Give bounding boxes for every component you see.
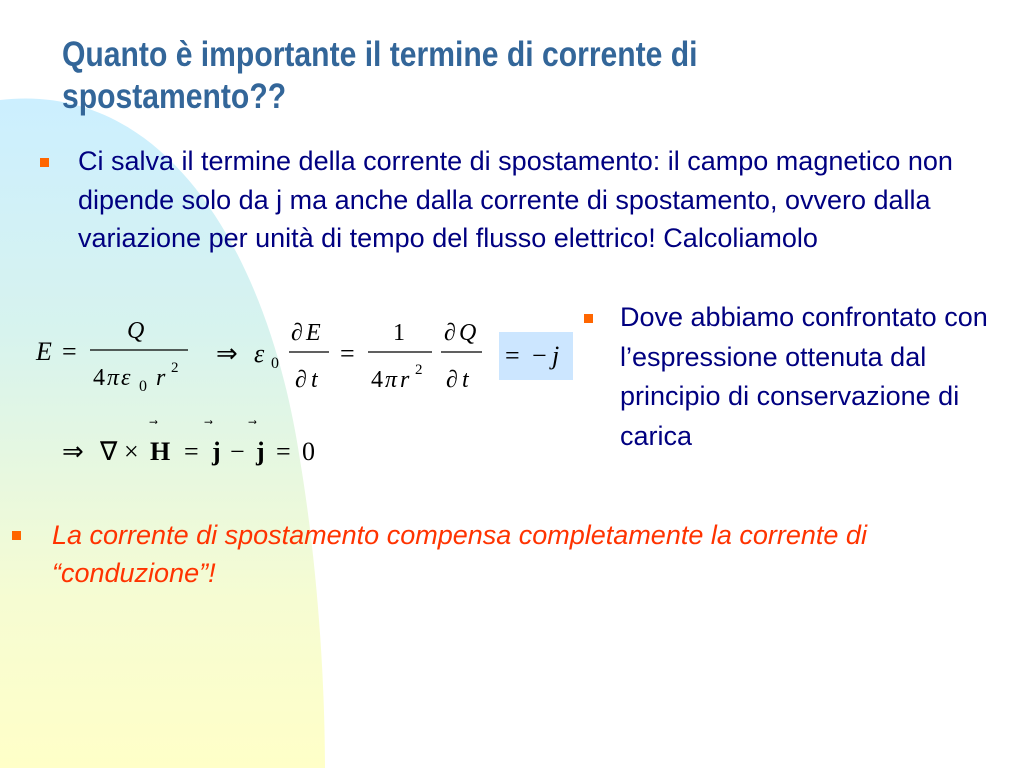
eq-minus: − [230, 437, 245, 466]
eq-equals: = [62, 337, 77, 366]
eq-symbol-E: E [36, 337, 52, 366]
eq-symbol-Q: Q [459, 320, 477, 346]
implies-arrow: ⇒ [216, 339, 238, 368]
eq-equals: = [184, 437, 199, 466]
equation-block [0, 0, 600, 500]
eq-symbol-Q: Q [127, 318, 145, 344]
eq-four: 4 [93, 365, 105, 391]
vector-j: j [256, 437, 265, 466]
partial-symbol: ∂ [291, 320, 303, 346]
eq-epsilon: ε [121, 365, 131, 391]
eq-j: j [552, 341, 560, 370]
eq-epsilon: ε [254, 339, 265, 368]
bullet-text-1: Ci salva il termine della corrente di spostamento: il campo magnetico non dipende solo da j ma anche dalla corrente di spostamento, ovvero dalla variazione per unità di tempo del flusso elettrico! Calcoliamolo [78, 146, 953, 253]
eq-one: 1 [393, 320, 405, 346]
partial-symbol: ∂ [444, 320, 456, 346]
eq-t: t [311, 367, 318, 393]
vector-arrow [149, 420, 158, 424]
eq-superscript-two: 2 [171, 360, 179, 376]
eq-minus: − [532, 341, 547, 370]
eq-r: r [156, 365, 166, 391]
eq-subscript-zero: 0 [271, 355, 279, 372]
vector-H: H [150, 437, 171, 466]
eq-t: t [462, 367, 469, 393]
vector-arrow [248, 420, 257, 424]
eq-equals: = [340, 339, 355, 368]
slide-title: Quanto è importante il termine di corrente di spostamento?? [62, 35, 698, 116]
eq-equals: = [276, 437, 291, 466]
vector-j: j [212, 437, 221, 466]
implies-arrow: ⇒ [62, 437, 84, 466]
bullet-text-2: Dove abbiamo confrontato con l’espressione ottenuta dal principio di conservazione di carica [620, 302, 988, 451]
nabla-symbol: ∇ [100, 437, 118, 466]
eq-pi: π [385, 367, 398, 393]
eq-symbol-E: E [306, 320, 321, 346]
bullet-marker [12, 531, 21, 540]
eq-superscript-two: 2 [415, 362, 423, 378]
eq-r: r [400, 367, 410, 393]
partial-symbol: ∂ [295, 367, 307, 393]
bullet-text-3: La corrente di spostamento compensa completamente la corrente di “conduzione”! [52, 520, 867, 588]
eq-equals: = [505, 341, 520, 370]
eq-four: 4 [371, 367, 383, 393]
partial-symbol: ∂ [446, 367, 458, 393]
eq-pi: π [107, 365, 120, 391]
cross-symbol: × [124, 437, 139, 466]
vector-arrow [204, 420, 213, 424]
eq-subscript-zero: 0 [139, 378, 147, 395]
eq-zero: 0 [302, 437, 315, 466]
